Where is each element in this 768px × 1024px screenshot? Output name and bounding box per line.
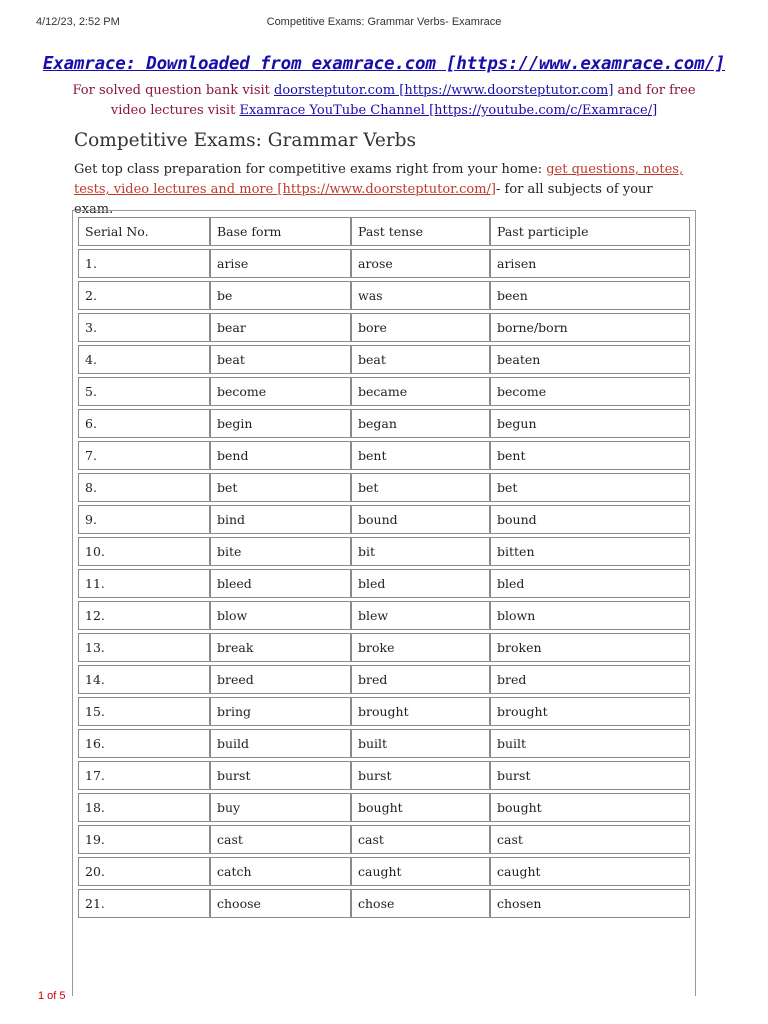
cell-past-participle: borne/born — [490, 313, 690, 342]
cell-base-form: bite — [210, 537, 351, 566]
cell-serial-no: 12. — [78, 601, 210, 630]
cell-past-participle: bent — [490, 441, 690, 470]
cell-serial-no: 4. — [78, 345, 210, 374]
table-header-row — [78, 217, 690, 246]
table-row — [78, 313, 690, 342]
intro-text-2: - for all subjects of your exam. — [74, 182, 653, 217]
cell-past-tense: cast — [351, 825, 490, 854]
table-row — [78, 249, 690, 278]
cell-base-form: become — [210, 377, 351, 406]
cell-serial-no: 7. — [78, 441, 210, 470]
cell-past-participle: bound — [490, 505, 690, 534]
cell-serial-no: 21. — [78, 889, 210, 918]
table-row — [78, 665, 690, 694]
table-row — [78, 889, 690, 918]
table-row — [78, 601, 690, 630]
cell-serial-no: 5. — [78, 377, 210, 406]
page-title: Competitive Exams: Grammar Verbs — [74, 130, 417, 151]
cell-base-form: beat — [210, 345, 351, 374]
print-datetime: 4/12/23, 2:52 PM — [36, 16, 120, 28]
cell-base-form: breed — [210, 665, 351, 694]
cell-past-tense: bore — [351, 313, 490, 342]
cell-base-form: bear — [210, 313, 351, 342]
verbs-table-container — [72, 210, 696, 996]
table-row — [78, 409, 690, 438]
cell-serial-no: 14. — [78, 665, 210, 694]
cell-serial-no: 10. — [78, 537, 210, 566]
youtube-channel-link[interactable]: Examrace YouTube Channel [https://youtube.com/c/Examrace/] — [239, 103, 658, 118]
cell-past-tense: burst — [351, 761, 490, 790]
cell-serial-no: 16. — [78, 729, 210, 758]
cell-serial-no: 18. — [78, 793, 210, 822]
cell-serial-no: 2. — [78, 281, 210, 310]
cell-past-tense: bent — [351, 441, 490, 470]
page-indicator: 1 of 5 — [38, 990, 66, 1002]
cell-past-participle: become — [490, 377, 690, 406]
cell-past-participle: cast — [490, 825, 690, 854]
cell-past-tense: bet — [351, 473, 490, 502]
cell-base-form: break — [210, 633, 351, 662]
header-base-form: Base form — [210, 217, 351, 246]
cell-past-tense: bit — [351, 537, 490, 566]
cell-past-tense: became — [351, 377, 490, 406]
table-row — [78, 473, 690, 502]
cell-serial-no: 13. — [78, 633, 210, 662]
table-row — [78, 761, 690, 790]
cell-past-participle: bet — [490, 473, 690, 502]
print-doc-title: Competitive Exams: Grammar Verbs- Examrace — [266, 16, 502, 28]
cell-serial-no: 3. — [78, 313, 210, 342]
promo-text-1: For solved question bank visit — [72, 83, 275, 98]
cell-base-form: catch — [210, 857, 351, 886]
cell-serial-no: 11. — [78, 569, 210, 598]
cell-serial-no: 19. — [78, 825, 210, 854]
cell-past-participle: built — [490, 729, 690, 758]
cell-past-tense: chose — [351, 889, 490, 918]
header-serial-no: Serial No. — [78, 217, 210, 246]
cell-base-form: cast — [210, 825, 351, 854]
cell-past-tense: built — [351, 729, 490, 758]
cell-base-form: arise — [210, 249, 351, 278]
table-row — [78, 729, 690, 758]
cell-past-participle: bled — [490, 569, 690, 598]
print-header — [0, 16, 768, 30]
cell-base-form: bet — [210, 473, 351, 502]
cell-base-form: be — [210, 281, 351, 310]
cell-past-participle: bred — [490, 665, 690, 694]
header-past-tense: Past tense — [351, 217, 490, 246]
cell-past-tense: arose — [351, 249, 490, 278]
cell-past-tense: was — [351, 281, 490, 310]
table-row — [78, 633, 690, 662]
table-row — [78, 825, 690, 854]
cell-past-participle: brought — [490, 697, 690, 726]
cell-serial-no: 9. — [78, 505, 210, 534]
cell-past-tense: bled — [351, 569, 490, 598]
table-row — [78, 793, 690, 822]
header-past-participle: Past participle — [490, 217, 690, 246]
cell-past-tense: caught — [351, 857, 490, 886]
cell-past-participle: begun — [490, 409, 690, 438]
cell-past-participle: broken — [490, 633, 690, 662]
cell-base-form: build — [210, 729, 351, 758]
cell-past-tense: brought — [351, 697, 490, 726]
cell-past-tense: broke — [351, 633, 490, 662]
cell-serial-no: 17. — [78, 761, 210, 790]
cell-past-participle: beaten — [490, 345, 690, 374]
cell-past-participle: caught — [490, 857, 690, 886]
table-row — [78, 281, 690, 310]
cell-base-form: bleed — [210, 569, 351, 598]
table-row — [78, 345, 690, 374]
cell-serial-no: 20. — [78, 857, 210, 886]
cell-serial-no: 1. — [78, 249, 210, 278]
cell-past-participle: been — [490, 281, 690, 310]
table-row — [78, 441, 690, 470]
cell-base-form: bind — [210, 505, 351, 534]
cell-base-form: bring — [210, 697, 351, 726]
cell-past-tense: bred — [351, 665, 490, 694]
cell-base-form: bend — [210, 441, 351, 470]
table-row — [78, 537, 690, 566]
cell-past-tense: began — [351, 409, 490, 438]
cell-base-form: buy — [210, 793, 351, 822]
table-row — [78, 569, 690, 598]
examrace-banner — [0, 54, 768, 74]
doorsteptutor-promo-link[interactable]: get questions, notes, tests, video lectures and more [https://www.doorsteptutor.com/] — [74, 162, 684, 197]
cell-past-tense: bought — [351, 793, 490, 822]
cell-base-form: blow — [210, 601, 351, 630]
doorsteptutor-link[interactable]: doorsteptutor.com [https://www.doorsteptutor.com] — [274, 83, 614, 98]
cell-past-tense: beat — [351, 345, 490, 374]
cell-serial-no: 8. — [78, 473, 210, 502]
cell-past-participle: bitten — [490, 537, 690, 566]
verbs-table — [78, 214, 690, 921]
banner-link[interactable]: Examrace: Downloaded from examrace.com [https://www.examrace.com/] — [42, 54, 726, 74]
cell-past-participle: bought — [490, 793, 690, 822]
table-row — [78, 857, 690, 886]
cell-base-form: choose — [210, 889, 351, 918]
cell-past-participle: burst — [490, 761, 690, 790]
cell-past-participle: arisen — [490, 249, 690, 278]
cell-base-form: burst — [210, 761, 351, 790]
table-row — [78, 697, 690, 726]
cell-past-tense: bound — [351, 505, 490, 534]
promo-text-2: and for free video lectures visit — [110, 83, 696, 118]
cell-past-tense: blew — [351, 601, 490, 630]
cell-base-form: begin — [210, 409, 351, 438]
table-row — [78, 505, 690, 534]
intro-text-1: Get top class preparation for competitive exams right from your home: — [74, 162, 547, 177]
cell-past-participle: blown — [490, 601, 690, 630]
cell-serial-no: 15. — [78, 697, 210, 726]
cell-serial-no: 6. — [78, 409, 210, 438]
promo-text — [60, 81, 708, 121]
cell-past-participle: chosen — [490, 889, 690, 918]
table-row — [78, 377, 690, 406]
